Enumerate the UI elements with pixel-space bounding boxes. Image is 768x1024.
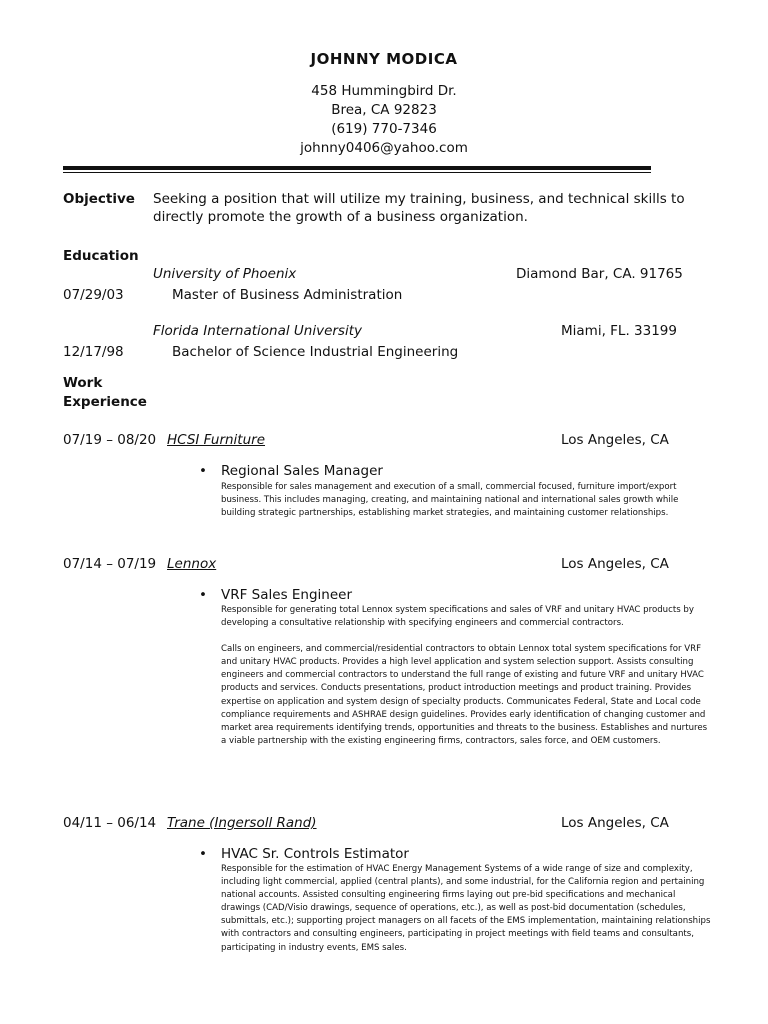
job-description xyxy=(221,481,711,520)
job-title: HVAC Sr. Controls Estimator xyxy=(221,846,409,862)
job-location: Los Angeles, CA xyxy=(561,556,669,572)
address-line-2: Brea, CA 92823 xyxy=(331,102,437,118)
job-description-paragraph: Responsible for sales management and execution of a small, commercial focused, furniture import/export business. This includes managing, creating, and maintaining national and international sales growth while building strategic partnerships, establishing market strategies, and maintaining customer relationships. xyxy=(221,482,679,519)
bullet-icon: • xyxy=(199,463,207,479)
job-title: Regional Sales Manager xyxy=(221,463,383,479)
job-dates: 07/14 – 07/19 xyxy=(63,556,157,572)
job-dates: 04/11 – 06/14 xyxy=(63,815,157,831)
job-title-bullet xyxy=(199,463,383,479)
header-divider-thin xyxy=(63,172,651,173)
job-description xyxy=(221,604,711,748)
degree-date: 07/29/03 xyxy=(63,287,124,303)
work-heading-line-2: Experience xyxy=(63,394,147,410)
school-location: Diamond Bar, CA. 91765 xyxy=(516,266,683,282)
school-name: University of Phoenix xyxy=(153,266,297,282)
job-description-paragraph: Responsible for generating total Lennox system specifications and sales of VRF and unitary HVAC products by developing a consultative relationship with specifying engineers and commercial contractors. xyxy=(221,605,694,629)
address-line-1: 458 Hummingbird Dr. xyxy=(311,83,457,99)
job-description-paragraph: Calls on engineers, and commercial/residential contractors to obtain Lennox total system specifications for VRF and unitary HVAC products. Provides a high level application and system selection support. Assists consulting engineers and commercial contractors to understand the full range of existing and future VRF and unitary HVAC products and services. Conducts presentations, product introduction meetings and product training. Provides expertise on application and system design of specialty products. Communicates Federal, State and Local code compliance requirements and ASHRAE design guidelines. Provides early identification of changing customer and market area requirements identifying trends, opportunities and threats to the business. Establishes and nurtures a viable partnership with the existing engineering firms, contractors, sales force, and OEM customers. xyxy=(221,644,708,746)
job-title: VRF Sales Engineer xyxy=(221,587,353,603)
school-name: Florida International University xyxy=(153,323,362,339)
job-description xyxy=(221,863,711,955)
objective-heading: Objective xyxy=(63,191,135,207)
bullet-icon: • xyxy=(199,846,207,862)
phone-number: (619) 770-7346 xyxy=(331,121,437,137)
degree-name: Master of Business Administration xyxy=(172,287,403,303)
job-location: Los Angeles, CA xyxy=(561,815,669,831)
job-company: Trane (Ingersoll Rand) xyxy=(167,815,317,831)
education-heading: Education xyxy=(63,248,139,264)
job-dates: 07/19 – 08/20 xyxy=(63,432,157,448)
job-location: Los Angeles, CA xyxy=(561,432,669,448)
header-divider-thick xyxy=(63,166,651,170)
bullet-icon: • xyxy=(199,587,207,603)
job-title-bullet xyxy=(199,846,409,862)
school-location: Miami, FL. 33199 xyxy=(561,323,677,339)
degree-name: Bachelor of Science Industrial Engineering xyxy=(172,344,459,360)
job-company: Lennox xyxy=(167,556,217,572)
degree-date: 12/17/98 xyxy=(63,344,124,360)
job-description-paragraph: Responsible for the estimation of HVAC Energy Management Systems of a wide range of size and complexity, including light commercial, applied (central plants), and some industrial, for the California region and pertaining national accounts. Assisted consulting engineering firms laying out pre-bid specifications and mechanical drawings (CAD/Visio drawings, sequence of operations, etc.), as well as post-bid documentation (schedules, submittals, etc.); supporting project managers on all facets of the EMS implementation, maintaining relationships with contractors and consulting engineers, participating in project meetings with field teams and consultants, participating in industry events, EMS sales. xyxy=(221,864,711,953)
work-heading-line-1: Work xyxy=(63,375,103,391)
objective-line-2: directly promote the growth of a business organization. xyxy=(153,209,528,225)
email-address[interactable]: johnny0406@yahoo.com xyxy=(300,140,468,156)
job-title-bullet xyxy=(199,587,352,603)
candidate-name: JOHNNY MODICA xyxy=(310,50,458,68)
job-company: HCSI Furniture xyxy=(167,432,266,448)
objective-line-1: Seeking a position that will utilize my training, business, and technical skills to xyxy=(153,191,685,207)
